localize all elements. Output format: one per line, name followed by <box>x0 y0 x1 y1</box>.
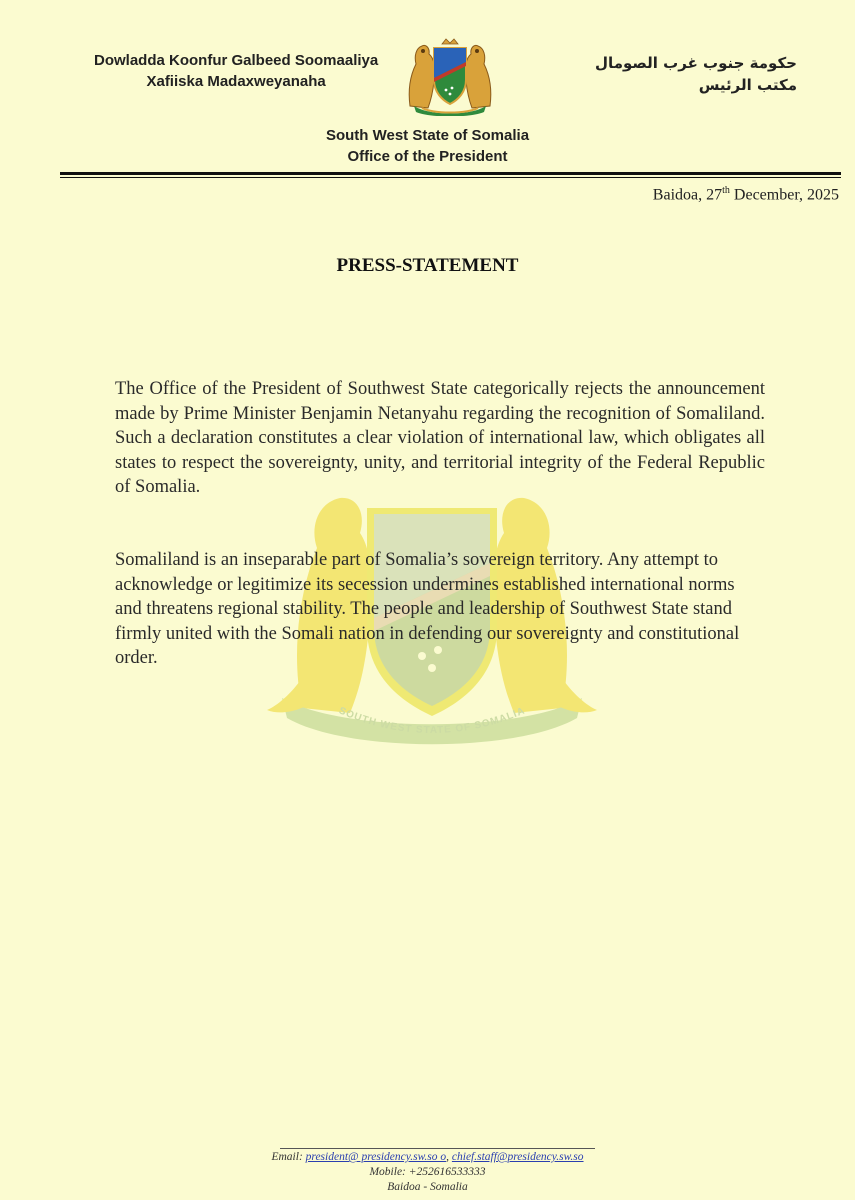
document-date <box>653 185 839 204</box>
footer-email-separator: , <box>446 1151 452 1163</box>
header-arabic-line1: حكومة جنوب غرب الصومال <box>595 54 797 72</box>
header-english-line1: South West State of Somalia <box>325 127 530 144</box>
footer-mobile: Mobile: +252616533333 <box>369 1166 486 1178</box>
email-link-president[interactable]: president@ presidency.sw.so o <box>305 1151 447 1163</box>
body-paragraph-2: Somaliland is an inseparable part of Somalia’s sovereign territory. Any attempt to acknowledge or legitimize its secession undermines established international norms and threatens regional stability. The people and leadership of Southwest State stand firmly united with the Somali nation in defending our sovereignty and constitutional order. <box>115 550 740 669</box>
header-somali <box>94 50 378 92</box>
date-ordinal: th <box>722 185 730 196</box>
footer-email-line <box>0 1150 855 1165</box>
page-title: PRESS-STATEMENT <box>336 255 519 276</box>
date-rest: December, 2025 <box>729 186 839 204</box>
footer-address: Baidoa - Somalia <box>387 1181 468 1193</box>
coat-of-arms-emblem <box>404 36 496 116</box>
header-divider-thin <box>60 177 841 178</box>
header-english <box>0 125 855 167</box>
header-somali-line2: Xafiiska Madaxweyanaha <box>146 73 326 90</box>
header-arabic-line2: مكتب الرئيس <box>698 76 797 94</box>
watermark-text: SOUTH WEST STATE OF SOMALIA <box>337 705 527 737</box>
header-arabic <box>595 52 797 96</box>
header-somali-line1: Dowladda Koonfur Galbeed Soomaaliya <box>94 52 379 69</box>
date-prefix: Baidoa, 27 <box>652 186 723 204</box>
header-divider-thick <box>60 172 841 175</box>
footer-divider <box>280 1148 595 1149</box>
footer-email-label: Email: <box>271 1151 306 1163</box>
email-link-chief-staff[interactable]: chief.staff@presidency.sw.so <box>451 1151 584 1163</box>
footer <box>0 1150 855 1195</box>
body-paragraph-1: The Office of the President of Southwest State categorically rejects the announcement made by Prime Minister Benjamin Netanyahu regarding the recognition of Somaliland. Such a declaration constitutes a clear violation of international law, which obligates all states to respect the sovereignty, unity, and territorial integrity of the Federal Republic of Somalia. <box>115 379 765 498</box>
header-english-line2: Office of the President <box>347 148 508 165</box>
